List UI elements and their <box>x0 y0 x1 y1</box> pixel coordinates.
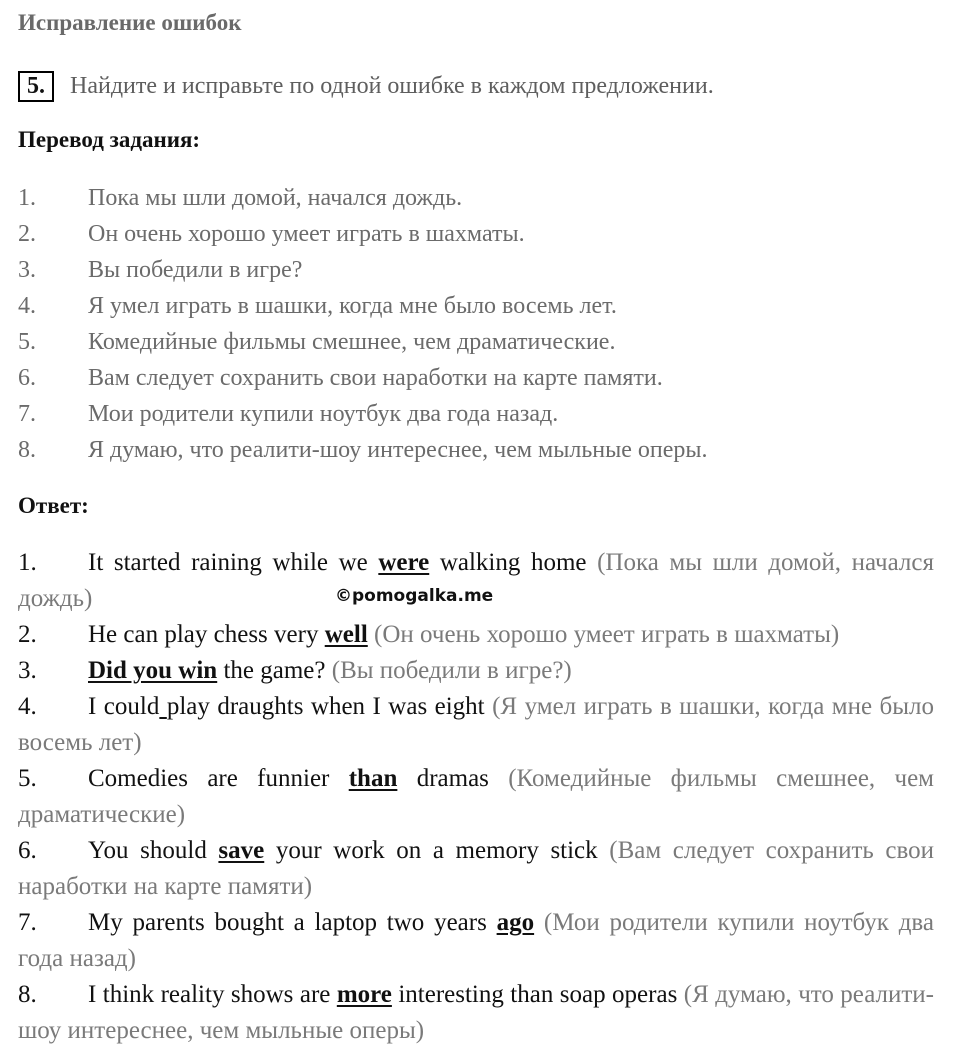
item-text: Комедийные фильмы смешнее, чем драматические. <box>88 329 616 355</box>
answer-text-before: I think reality shows are <box>88 981 337 1008</box>
item-number: 6. <box>18 837 37 864</box>
answer-translation: (Он очень хорошо умеет играть в шахматы) <box>374 621 840 648</box>
corrected-word: Did you win <box>88 657 218 684</box>
answer-text-before: You should <box>88 837 219 864</box>
answer-text-before: My parents bought a laptop two years <box>88 909 497 936</box>
item-number: 3. <box>18 657 37 684</box>
translation-item <box>18 252 708 288</box>
corrected-word: than <box>348 765 398 792</box>
answer-text-after: play draughts when I was eight <box>166 693 485 720</box>
item-number: 2. <box>18 221 36 247</box>
item-number: 2. <box>18 621 37 648</box>
answer-text-before: He can play chess very <box>88 621 325 648</box>
item-number: 6. <box>18 365 36 391</box>
item-text: Вы победили в игре? <box>88 257 303 283</box>
answer-item <box>18 905 934 977</box>
item-text: Я умел играть в шашки, когда мне было восемь лет. <box>88 293 617 319</box>
translation-item <box>18 396 708 432</box>
answer-text-after: the game? <box>217 657 326 684</box>
translation-item <box>18 360 708 396</box>
corrected-word: well <box>324 621 368 648</box>
item-number: 3. <box>18 257 36 283</box>
translation-heading: Перевод задания: <box>18 127 201 152</box>
item-number: 5. <box>18 765 37 792</box>
answer-list <box>18 545 934 1049</box>
item-number: 5. <box>18 329 36 355</box>
answer-text-after: dramas <box>397 765 489 792</box>
task-header <box>18 70 714 102</box>
answer-translation: (Комедийные фильмы смешнее, чем драматические) <box>18 765 935 828</box>
answer-item <box>18 761 934 833</box>
answer-item <box>18 689 934 761</box>
item-number: 7. <box>18 401 36 427</box>
answer-translation: (Мои родители купили ноутбук два года назад) <box>18 909 935 972</box>
item-text: Вам следует сохранить свои наработки на карте памяти. <box>88 365 663 391</box>
answer-item <box>18 833 934 905</box>
answer-translation: (Я думаю, что реалити-шоу интереснее, чем мыльные оперы) <box>18 981 935 1044</box>
item-number: 1. <box>18 549 37 576</box>
corrected-word: more <box>336 981 392 1008</box>
answer-translation: (Вы победили в игре?) <box>331 657 572 684</box>
item-number: 4. <box>18 693 37 720</box>
answer-text-before: It started raining while we <box>88 549 379 576</box>
item-number: 1. <box>18 185 36 211</box>
item-text: Мои родители купили ноутбук два года назад. <box>88 401 559 427</box>
answer-translation: (Вам следует сохранить свои наработки на карте памяти) <box>18 837 934 900</box>
task-instruction: Найдите и исправьте по одной ошибке в каждом предложении. <box>70 72 714 99</box>
answer-text-after: walking home <box>429 549 587 576</box>
item-text: Пока мы шли домой, начался дождь. <box>88 185 463 211</box>
section-title: Исправление ошибок <box>18 10 242 35</box>
answer-item <box>18 653 934 689</box>
translation-list <box>18 180 708 468</box>
corrected-word: save <box>218 837 265 864</box>
answer-text-after: your work on a memory stick <box>264 837 598 864</box>
answer-text-before: I could <box>88 693 160 720</box>
answer-item <box>18 545 934 617</box>
corrected-word: ago <box>496 909 535 936</box>
corrected-word: were <box>378 549 430 576</box>
item-text: Я думаю, что реалити-шоу интереснее, чем мыльные оперы. <box>88 437 708 463</box>
task-number-box: 5. <box>18 71 54 102</box>
translation-item <box>18 432 708 468</box>
answer-item <box>18 617 934 653</box>
answer-translation: (Пока мы шли домой, начался дождь) <box>18 549 934 612</box>
translation-item <box>18 216 708 252</box>
translation-item <box>18 324 708 360</box>
watermark: ©pomogalka.me <box>335 586 494 606</box>
item-text: Он очень хорошо умеет играть в шахматы. <box>88 221 525 247</box>
answer-text-after: interesting than soap operas <box>391 981 678 1008</box>
item-number: 7. <box>18 909 37 936</box>
answer-translation: (Я умел играть в шашки, когда мне было восемь лет) <box>18 693 935 756</box>
answer-heading: Ответ: <box>18 493 89 518</box>
item-number: 8. <box>18 981 37 1008</box>
translation-item <box>18 180 708 216</box>
answer-text-before: Comedies are funnier <box>88 765 349 792</box>
corrected-word <box>159 693 166 720</box>
answer-item <box>18 977 934 1049</box>
translation-item <box>18 288 708 324</box>
item-number: 8. <box>18 437 36 463</box>
item-number: 4. <box>18 293 36 319</box>
